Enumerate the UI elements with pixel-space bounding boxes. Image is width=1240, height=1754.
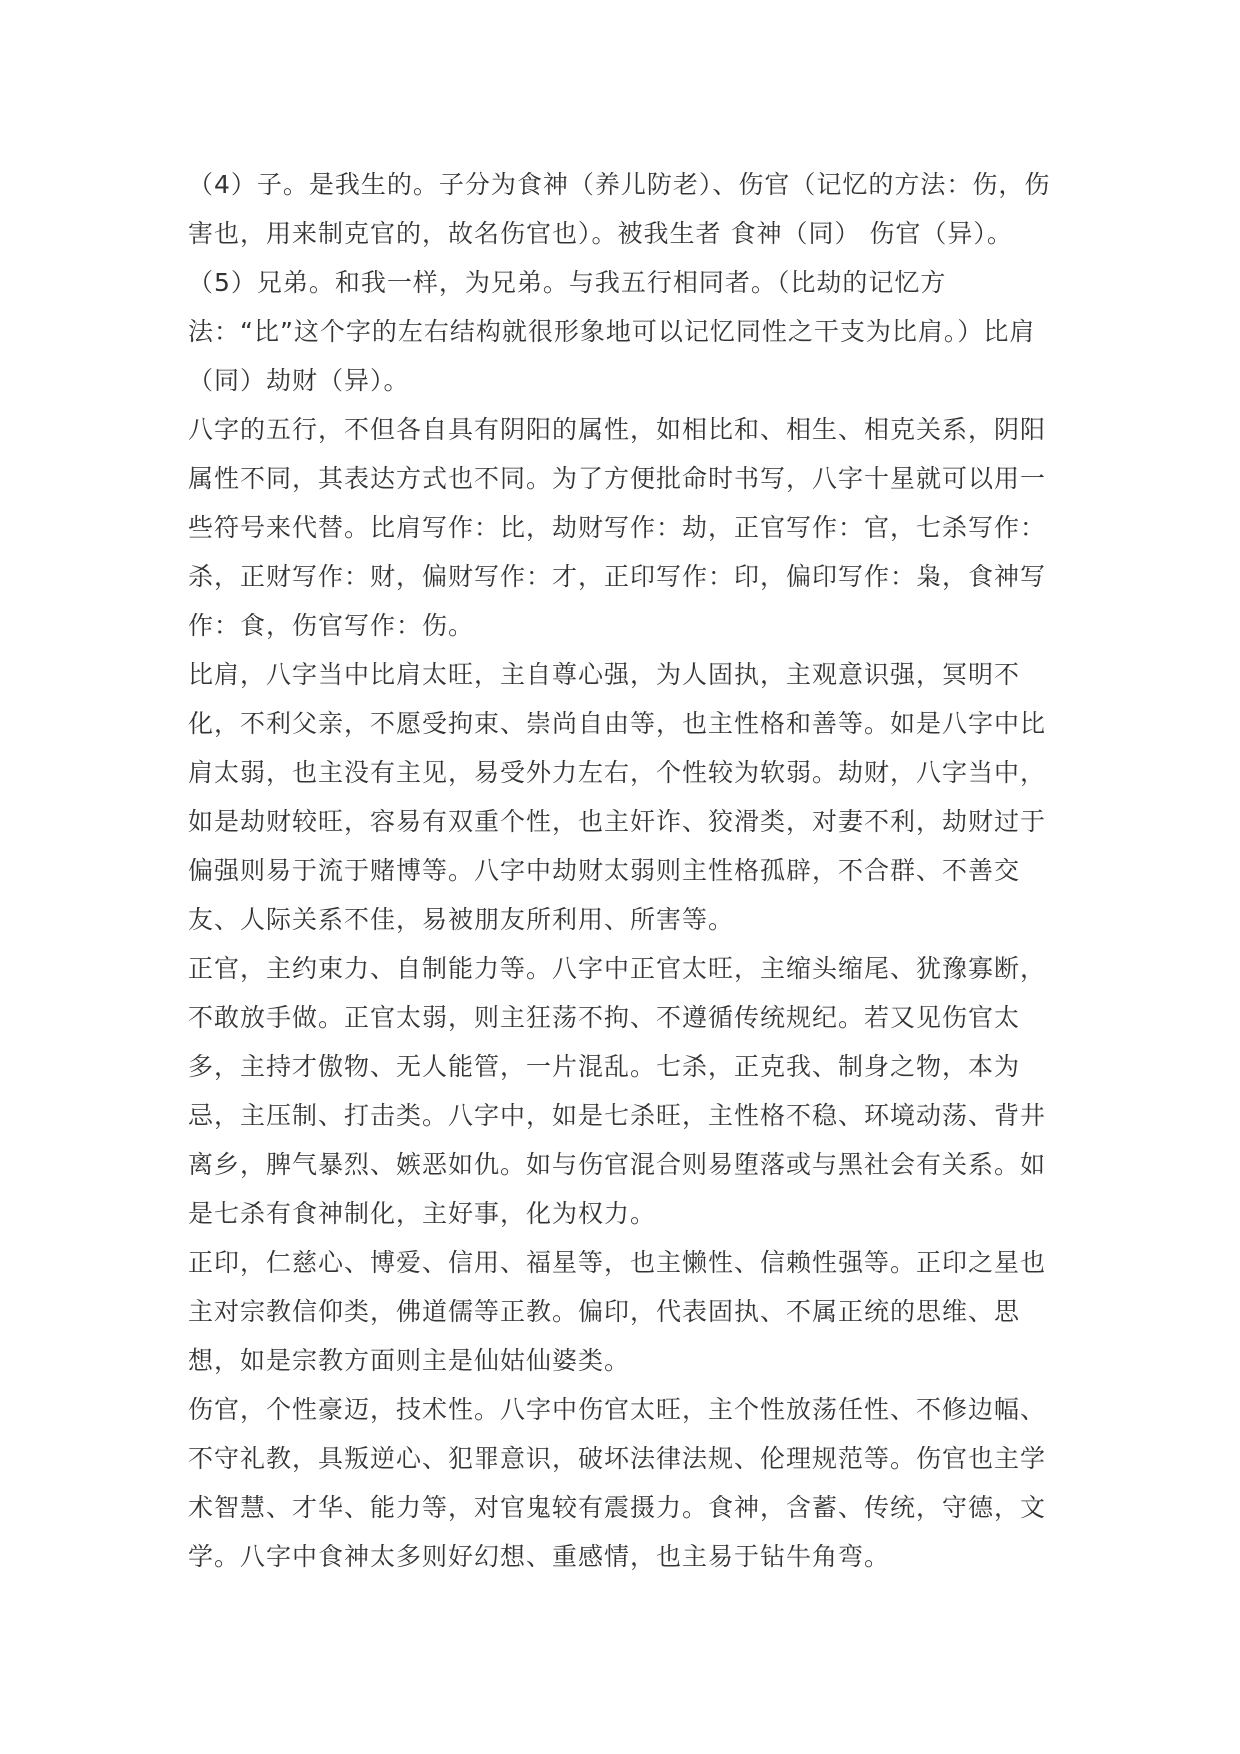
paragraph-shangguan-shishen: 伤官，个性豪迈，技术性。八字中伤官太旺，主个性放荡任性、不修边幅、不守礼教，具叛逆心、犯罪意识，破坏法律法规、伦理规范等。伤官也主学术智慧、才华、能力等，对官鬼较有震摄力。食神，含蓄、传统，守德，文学。八字中食神太多则好幻想、重感情，也主易于钻牛角弯。 [188, 1395, 1047, 1571]
paragraph-zhengyin-pianyin: 正印，仁慈心、博爱、信用、福星等，也主懒性、信赖性强等。正印之星也主对宗教信仰类，佛道儒等正教。偏印，代表固执、不属正统的思维、思想，如是宗教方面则主是仙姑仙婆类。 [188, 1248, 1047, 1375]
paragraph-ten-stars-notation: 八字的五行，不但各自具有阴阳的属性，如相比和、相生、相克关系，阴阳属性不同，其表达方式也不同。为了方便批命时书写，八字十星就可以用一些符号来代替。比肩写作：比，劫财写作：劫，正官写作：官，七杀写作：杀，正财写作：财，偏财写作：才，正印写作：印，偏印写作：枭，食神写作：食，伤官写作：伤。 [188, 415, 1047, 640]
paragraph-bijian-jiecai: 比肩，八字当中比肩太旺，主自尊心强，为人固执，主观意识强，冥明不化，不利父亲，不愿受拘束、崇尚自由等，也主性格和善等。如是八字中比肩太弱，也主没有主见，易受外力左右，个性较为软弱。劫财，八字当中，如是劫财较旺，容易有双重个性，也主奸诈、狡滑类，对妻不利，劫财过于偏强则易于流于赌博等。八字中劫财太弱则主性格孤辟，不合群、不善交友、人际关系不佳，易被朋友所利用、所害等。 [188, 660, 1047, 934]
paragraph-zhengguan-qisha: 正官，主约束力、自制能力等。八字中正官太旺，主缩头缩尾、犹豫寡断，不敢放手做。正官太弱，则主狂荡不拘、不遵循传统规纪。若又见伤官太多，主持才傲物、无人能管，一片混乱。七杀，正克我、制身之物，本为忌，主压制、打击类。八字中，如是七杀旺，主性格不稳、环境动荡、背井离乡，脾气暴烈、嫉恶如仇。如与伤官混合则易堕落或与黑社会有关系。如是七杀有食神制化，主好事，化为权力。 [188, 954, 1047, 1228]
document-body [188, 160, 1068, 1581]
paragraph-children: （4）子。是我生的。子分为食神（养儿防老）、伤官（记忆的方法：伤，伤害也，用来制克官的，故名伤官也）。被我生者 食神（同） 伤官（异）。 [188, 170, 1051, 248]
paragraph-siblings: （5）兄弟。和我一样，为兄弟。与我五行相同者。（比劫的记忆方法：“比”这个字的左右结构就很形象地可以记忆同性之干支为比肩。）比肩（同）劫财（异）。 [188, 268, 1036, 395]
